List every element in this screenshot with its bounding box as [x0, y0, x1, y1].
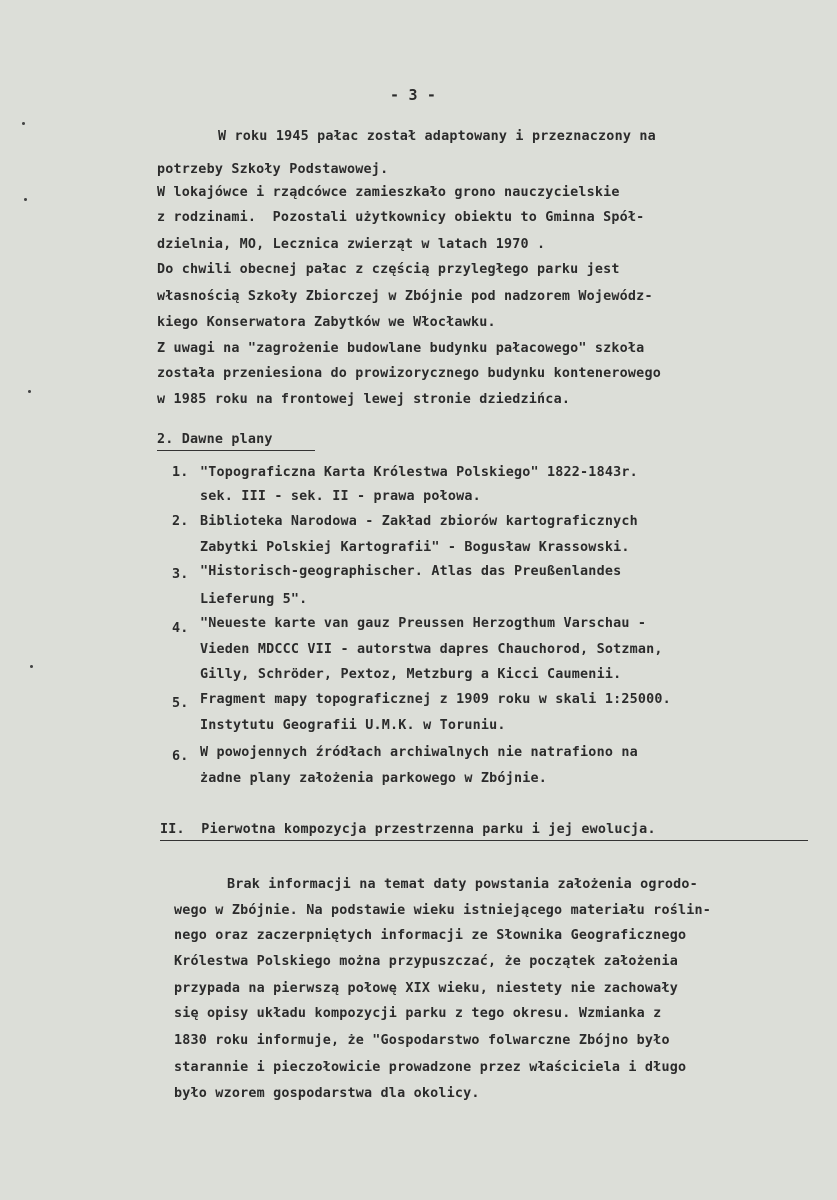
plan-line: W powojennych źródłach archiwalnych nie natrafiono na — [200, 745, 638, 760]
paragraph-1-line: W roku 1945 pałac został adaptowany i przeznaczony na — [218, 129, 656, 144]
plan-number: 5. — [172, 696, 189, 711]
plan-line: "Neueste karte van gauz Preussen Herzogthum Varschau - — [200, 616, 647, 631]
plan-line: Lieferung 5". — [200, 592, 308, 607]
paragraph-1-line: W lokajówce i rządcówce zamieszkało grono nauczycielskie — [157, 185, 620, 200]
scan-speck — [22, 122, 25, 125]
plan-line: Vieden MDCCC VII - autorstwa dapres Chauchorod, Sotzman, — [200, 642, 663, 657]
section-heading: II. Pierwotna kompozycja przestrzenna parku i jej ewolucja. — [160, 822, 656, 837]
paragraph-1-line: kiego Konserwatora Zabytków we Włocławku. — [157, 315, 496, 330]
paragraph-2-line: Królestwa Polskiego można przypuszczać, że początek założenia — [174, 954, 678, 969]
paragraph-2-line: się opisy układu kompozycji parku z tego okresu. Wzmianka z — [174, 1006, 662, 1021]
paragraph-2-line: przypada na pierwszą połowę XIX wieku, niestety nie zachowały — [174, 981, 678, 996]
paragraph-1-line: dzielnia, MO, Lecznica zwierząt w latach 1970 . — [157, 237, 546, 252]
paragraph-2-line: wego w Zbójnie. Na podstawie wieku istniejącego materiału roślin- — [174, 903, 712, 918]
plan-line: Instytutu Geografii U.M.K. w Toruniu. — [200, 718, 506, 733]
scan-speck — [28, 390, 31, 393]
plan-line: Gilly, Schröder, Pextoz, Metzburg a Kicci Caumenii. — [200, 667, 622, 682]
plan-number: 6. — [172, 749, 189, 764]
paragraph-1-line: własnością Szkoły Zbiorczej w Zbójnie pod nadzorem Wojewódz- — [157, 289, 653, 304]
plan-number: 4. — [172, 621, 189, 636]
plan-line: Biblioteka Narodowa - Zakład zbiorów kartograficznych — [200, 514, 638, 529]
paragraph-1-line: w 1985 roku na frontowej lewej stronie dziedzińca. — [157, 392, 571, 407]
paragraph-2-line: nego oraz zaczerpniętych informacji ze Słownika Geograficznego — [174, 928, 687, 943]
plan-number: 2. — [172, 514, 189, 529]
paragraph-2-line: 1830 roku informuje, że "Gospodarstwo folwarczne Zbójno było — [174, 1033, 670, 1048]
section-heading: 2. Dawne plany — [157, 432, 273, 447]
paragraph-1-line: Do chwili obecnej pałac z częścią przyległego parku jest — [157, 262, 620, 277]
paragraph-1-line: Z uwagi na "zagrożenie budowlane budynku pałacowego" szkoła — [157, 341, 645, 356]
scan-speck — [24, 198, 27, 201]
page-number: - 3 - — [390, 86, 437, 104]
paragraph-2-line: Brak informacji na temat daty powstania założenia ogrodo- — [227, 877, 698, 892]
paragraph-2-line: było wzorem gospodarstwa dla okolicy. — [174, 1086, 480, 1101]
plan-line: "Topograficzna Karta Królestwa Polskiego" 1822-1843r. — [200, 465, 638, 480]
plan-line: Fragment mapy topograficznej z 1909 roku w skali 1:25000. — [200, 692, 671, 707]
plan-number: 3. — [172, 567, 189, 582]
scan-speck — [30, 665, 33, 668]
paragraph-1-line: została przeniesiona do prowizorycznego budynku kontenerowego — [157, 366, 661, 381]
paragraph-1-line: z rodzinami. Pozostali użytkownicy obiektu to Gminna Spół- — [157, 210, 645, 225]
heading-underline — [157, 450, 315, 451]
paragraph-1-line: potrzeby Szkoły Podstawowej. — [157, 162, 389, 177]
plan-line: "Historisch-geographischer. Atlas das Preußenlandes — [200, 564, 622, 579]
plan-line: sek. III - sek. II - prawa połowa. — [200, 489, 481, 504]
plan-number: 1. — [172, 465, 189, 480]
plan-line: Zabytki Polskiej Kartografii" - Bogusław Krassowski. — [200, 540, 630, 555]
plan-line: żadne plany założenia parkowego w Zbójnie. — [200, 771, 547, 786]
paragraph-2-line: starannie i pieczołowicie prowadzone przez właściciela i długo — [174, 1060, 687, 1075]
heading-underline — [160, 840, 808, 841]
